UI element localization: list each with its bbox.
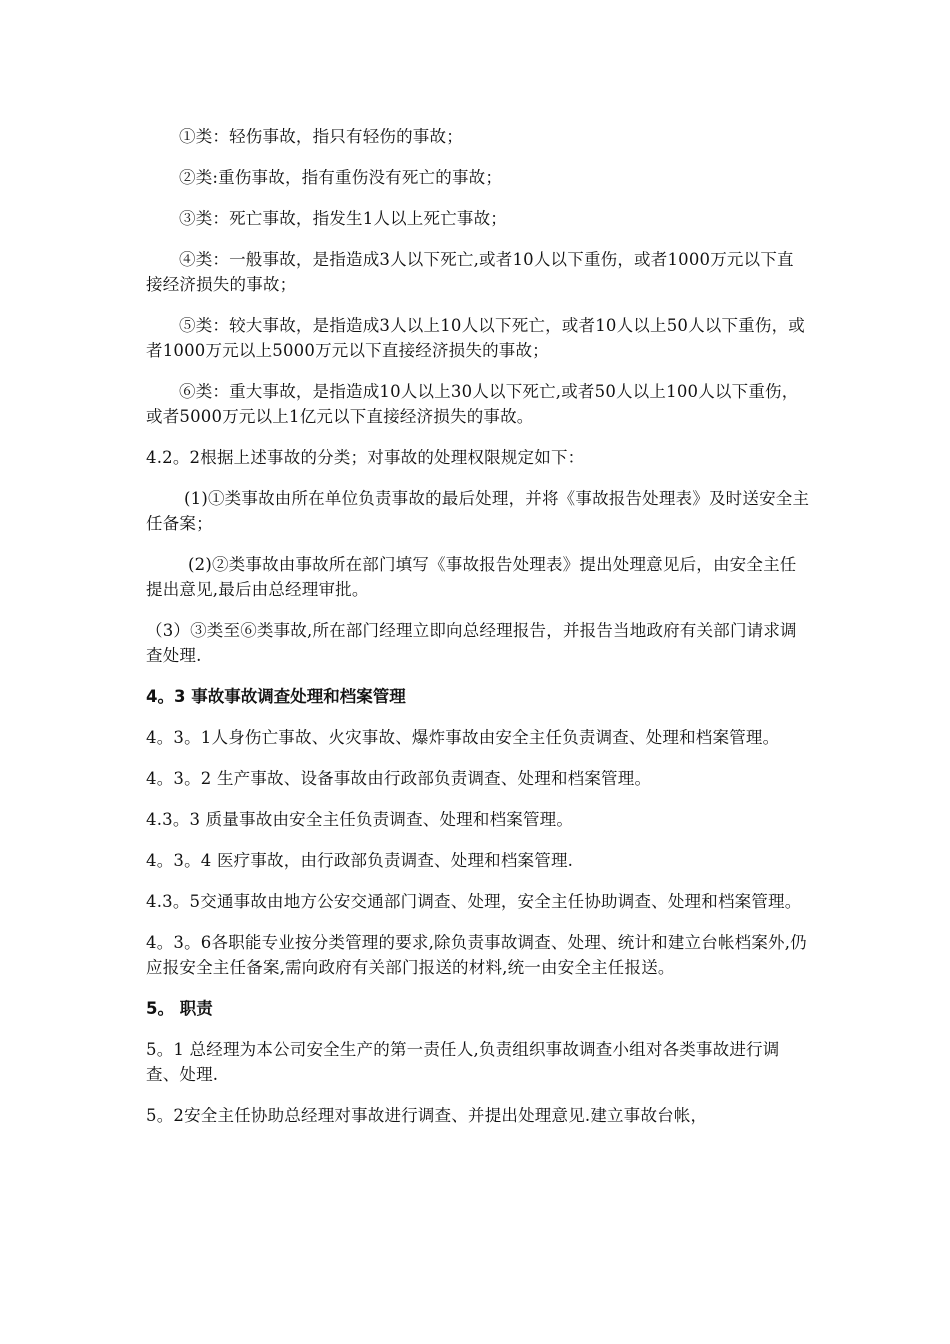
paragraph-4-3-2: 4。3。2 生产事故、设备事故由行政部负责调查、处理和档案管理。 [146,769,652,788]
paragraph-authority-2: (2)②类事故由事故所在部门填写《事故报告处理表》提出处理意见后，由安全主任提出意见,最后由总经理审批。 [146,555,797,599]
paragraph-class-2: ②类:重伤事故，指有重伤没有死亡的事故； [179,168,503,187]
paragraph-authority-3: （3）③类至⑥类事故,所在部门经理立即向总经理报告，并报告当地政府有关部门请求调查处理. [146,621,797,665]
document-body [146,124,810,1144]
paragraph-4-2-2: 4.2。2根据上述事故的分类；对事故的处理权限规定如下： [146,448,585,467]
paragraph-class-1: ①类：轻伤事故，指只有轻伤的事故； [179,127,463,146]
paragraph-4-3-1: 4。3。1人身伤亡事故、火灾事故、爆炸事故由安全主任负责调查、处理和档案管理。 [146,728,780,747]
paragraph-4-3-6: 4。3。6各职能专业按分类管理的要求,除负责事故调查、处理、统计和建立台帐档案外,仍应报安全主任备案,需向政府有关部门报送的材料,统一由安全主任报送。 [146,933,807,977]
paragraph-class-5: ⑤类：较大事故，是指造成3人以上10人以下死亡，或者10人以上50人以下重伤，或者1000万元以上5000万元以下直接经济损失的事故； [146,316,805,360]
paragraph-5-1: 5。1 总经理为本公司安全生产的第一责任人,负责组织事故调查小组对各类事故进行调查、处理. [146,1040,780,1084]
paragraph-4-3-3: 4.3。3 质量事故由安全主任负责调查、处理和档案管理。 [146,810,574,829]
paragraph-5-2: 5。2安全主任协助总经理对事故进行调查、并提出处理意见.建立事故台帐， [146,1106,708,1125]
paragraph-4-3-5: 4.3。5交通事故由地方公安交通部门调查、处理，安全主任协助调查、处理和档案管理。 [146,892,802,911]
paragraph-authority-1: (1)①类事故由所在单位负责事故的最后处理，并将《事故报告处理表》及时送安全主任备案； [146,489,810,533]
paragraph-4-3-4: 4。3。4 医疗事故，由行政部负责调查、处理和档案管理. [146,851,574,870]
section-heading-4-3: 4。3 事故事故调查处理和档案管理 [146,687,406,706]
paragraph-class-6: ⑥类：重大事故，是指造成10人以上30人以下死亡,或者50人以上100人以下重伤，或者5000万元以上1亿元以下直接经济损失的事故。 [146,382,799,426]
paragraph-class-3: ③类：死亡事故，指发生1人以上死亡事故； [179,209,507,228]
paragraph-class-4: ④类：一般事故，是指造成3人以下死亡,或者10人以下重伤，或者1000万元以下直接经济损失的事故； [146,250,794,294]
section-heading-5: 5。 职责 [146,999,213,1018]
